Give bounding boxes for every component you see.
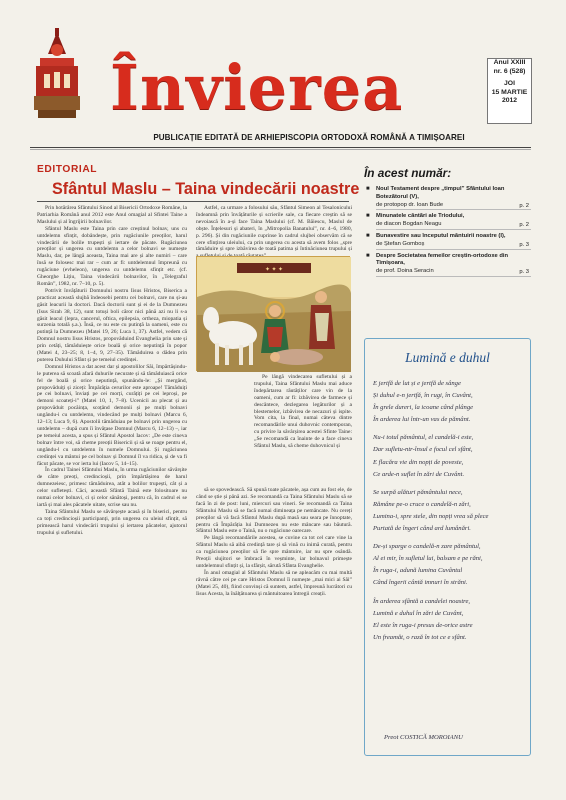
toc-item[interactable] (364, 233, 531, 250)
poem-line: Se surpă alături pământului nece, (373, 488, 463, 496)
poem-line: În arderea lui într-un vas de pământ. (373, 416, 471, 424)
poem-stanza (373, 432, 523, 480)
toc-item-author: de protopop dr. Ioan Bude (376, 202, 531, 211)
toc-title: În acest număr: (364, 166, 452, 180)
poem-line: În grele dureri, la icoane când plânge (373, 404, 474, 412)
paragraph: Prin hotărârea Sfântului Sinod al Bisericii Ortodoxe Române, la Patriarhia Română anul 2012 este Anul omagial al Sfintei Taine a Maslului și al îngrijirii bolnavilor. (37, 205, 187, 225)
poem-line: Nu-i totul pământul, el candelă-i este, (373, 434, 474, 442)
table-of-contents (364, 186, 531, 280)
healing-icon-illustration (197, 257, 351, 372)
paragraph: Taina Sfântului Maslu se săvârșește acasă și în biserici, pentru ca toți credincioșii participanți, prin ungerea cu uleiul sfințit, să primească harul vindecării trupului și iertarea păcatelor, ajutorul trupului și sufletului. (37, 508, 187, 536)
article-column-2-narrow (254, 374, 352, 478)
toc-item-author: de prof. Doina Seracin (376, 268, 531, 277)
paragraph: Potrivit învățăturii Domnului nostru Iisus Hristos, Biserica a practicat această slujbă îndeosebi pentru cei bolnavi, care nu și-au găsit leacurii la doctori. Dacă doctorii sunt și ei de la Dumnezeu (Isus Sirah 38, 12), sunt totuși boli căror nici până azi nu li s-a găsit leacul (lepra, cancerul, oftica, epilepsia, ortheza, miopatia și surzenia totală ș.a.). Însă, ce nu este cu putință la oameni, este cu putință la Dumnezeu (Matei 19, 26; Luca 1, 37). Astfel, vedem că Domnul nostru Iisus Hristos, propovăduind Evanghelia prin sate și prin cetăți, tămăduiește orice boală și orice neputință în popor (Matei 4, 23–25; 8, 1–4, 9, 27–35). Tămăduirea o dădea prin puterea Duhului Sfânt și pe temeiul credinței. (37, 287, 187, 363)
toc-item-author: de diacon Bogdan Neagu (376, 221, 531, 230)
poem-line: E flacăra vie din nopți de poveste, (373, 458, 464, 466)
toc-item-page: p. 2 (519, 222, 529, 229)
bullet-icon: ■ (366, 213, 370, 220)
article-column-1 (37, 205, 187, 758)
section-label: EDITORIAL (37, 164, 98, 175)
poem-line: Și duhul e-n jertfă, în rugi, în Cuvânt, (373, 392, 473, 400)
poem-body (373, 378, 523, 650)
poem-line: Lumina-i, spre stele, din nopți vrea să plece (373, 512, 489, 520)
paragraph: Astfel, ca urmare a folosului său, Sfântul Simeon al Tesalonicului îndeamnă prin învățăturile și scrierile sale, ca fiecare creștin să se nevoiască în a-și face Taina Maslului (cf. M. Băiescu, Maslul de obște. Înțelesuri și abateri, în „Mitropolia Banatului”, nr. 4–6, 1980, p. 296). Și din rugăciunile cuprinse în cadrul slujbei observăm că se cere sfințirea uleiului, ca prin ungerea cu acesta să avem folos „spre tămăduire și spre izbăvirea de toată patima și întinăciunea trupului și (196, 205, 352, 253)
poem-line: Purtată de îngeri când ard lumânări. (373, 525, 471, 533)
toc-item[interactable] (364, 186, 531, 210)
poem-line: Lumină e duhul în zări de Cuvânt, (373, 609, 464, 617)
poem-stanza (373, 487, 523, 535)
article-title: Sfântul Maslu – Taina vindecării noastre (52, 180, 360, 198)
issue-year: Anul XXIII (493, 59, 526, 66)
poem-line: Când îngerii cântă imnuri în străni. (373, 579, 468, 587)
bullet-icon: ■ (366, 252, 370, 259)
svg-text:✦ ✦ ✦: ✦ ✦ ✦ (264, 267, 284, 273)
poem-line: În ruga-i, adună lumina Cuvântul (373, 567, 463, 575)
poem-author: Preot COSTICĂ MOROIANU (384, 734, 463, 741)
toc-item-page: p. 2 (519, 202, 529, 209)
masthead-title: Învierea (110, 51, 404, 124)
poem-line: E jertfă de lut și e jertfă de sânge (373, 380, 461, 387)
poem-line: În arderea sfântă a candelei noastre, (373, 597, 471, 605)
toc-item-page: p. 3 (519, 269, 529, 276)
toc-item-title: Noul Testament despre „timpul” Sfântului Ioan Botezătorul (V), (376, 186, 505, 200)
title-divider (37, 201, 349, 202)
article-column-2-lead (196, 205, 352, 255)
paragraph: În cadrul Tainei Sfântului Maslu, în urma rugăciunilor săvârșite de către preoți, credincioșii, prin împărtășirea de harul dumnezeiesc, primesc tămăduirea, atât a bolilor trupești, cât și a celor sufletești. Căci, această Sfântă Taină este folositoare nu numai celor bolnavi, ci și celor sănătoși, pentru că, în cadrul ei se iartă și mai ales păcatele uitate, scrise sau nu. (37, 467, 187, 508)
issue-number: nr. 6 (528) (493, 67, 526, 75)
icon-illustration-image (196, 256, 350, 371)
header-divider-secondary (30, 149, 531, 150)
paragraph: să se spovedească. Să spună toate păcatele, așa cum au fost ele, de când se știe și până azi. Se recomandă ca Taina Sfântului Maslu să se facă în zi de post: luni, miercuri sau vineri. Se recomandă ca Taina Sfântului Maslu să se facă numai dimineața pe nemâncate. Nu cereți preoților să vă facă Sfântul Maslu după masă sau seara pe înnoptate, pentru că Împărăția lui Dumnezeu nu este mâncare sau băutură. Sfântul Maslu este o Taină, nu o rugăciune oarecare. (196, 487, 352, 535)
toc-item-author: de Ștefan Gomboș (376, 241, 531, 250)
issue-date: 15 MARTIE (491, 88, 528, 96)
toc-item-title: Minunatele cântări ale Triodului, (376, 213, 465, 220)
article-column-2 (196, 487, 352, 757)
poem-line: Dar sufletu-ntr-însul e focul cel sfânt, (373, 446, 473, 454)
issue-day: JOI (504, 80, 515, 88)
poem-line: Al ei mir, în sufletul lui, balsam e pe răni, (373, 555, 483, 563)
poem-stanza (373, 596, 523, 644)
toc-item-title: Bunavestire sau începutul mântuirii noastre (I), (376, 232, 506, 239)
toc-item[interactable] (364, 213, 531, 230)
toc-item[interactable] (364, 253, 531, 277)
issue-year-number: 2012 (501, 97, 518, 105)
header-divider (30, 147, 531, 148)
bullet-icon: ■ (366, 186, 370, 192)
toc-item-title: Despre Societatea femeilor creștin-ortodoxe din Timișoara, (376, 252, 509, 267)
paragraph: Sfântul Maslu este Taina prin care creștinul bolnav, uns cu untdelemn sfințit, dobândește, prin rugăciunile preoților, harul vindecării de bolile trupești și iertare de păcate. Rugăciunea preoților și ungerea cu untdelemn a celor bolnavi se numește Maslu, dar, pe lângă aceasta, Taina mai are și alte numiri – care însă se folosesc mai rar – cum ar fi: untdelemnul împreună cu rugăciune (evheleon), ungerea cu untdelemn sfințit etc. (cf. Gheorghe Lițiu, Taina vindecării bolnavilor, în „Telegraful Român”, 1982, nr. 7–10, p. 5). (37, 225, 187, 287)
poem-title: Lumină e duhul (405, 350, 490, 365)
poem-stanza (373, 378, 523, 426)
poem-line: Rămâne pe-o cruce o candelă-n zări, (373, 500, 471, 508)
poem-line: El este în ruga-i presus de-orice astre (373, 621, 473, 629)
paragraph: Pe lângă recomandările acestea, se cuvine ca tot cel care vine la Sfântul Maslu să aibă credință tare și să vină cu inimă curată, pentru ca rugăciunea preoților să fie spre mântuire, iar nu spre osândă. Preoții slujitori se îmbracă în veșminte, iar bolnavul primește untdelemnul sfințit și, la sfârșit, sărută Sfânta Evanghelie. (196, 535, 352, 569)
paragraph: Domnul Hristos a dat acest dar și apostolilor Săi, împărtășindu-le puterea să scoată afară duhurile necurate și să tămăduiască orice fel de boală și orice neputință, spunându-le: „Și mergând, propovăduiți și ziceți: Împărăția cerurilor este aproape! Tămăduiți pe cei bolnavi, înviați pe cei morți, curățiți pe cei leproși, pe demoni scoateți-i” (Matei 10, 1, 7–8). Ucenicii au plecat și au propovăduit pocăința, scoțând demonii și pe mulți bolnavi ungându-i cu untdelemn, vindecând pe mulți bolnavi (Marcu 6, 12–13; Luca 9, 6). Apostolii tămăduiau pe bolnavi prin ungerea cu untdelemn – după cum îi învățase Domnul (Marcu 6, 12–13) –, iar pe temeiul acesta, a spus și Sfântul Apostol Iacov: „De este cineva bolnav între voi, să cheme preoții Bisericii și să se roage pentru el, ungându-l cu untdelemn în numele Domnului. Și rugăciunea credinței va mântui pe cel bolnav și Domnul îl va ridica, și de va fi făcut păcate, se vor ierta lui (Iacov 5, 14–15). (37, 363, 187, 467)
poem-line: Ce arde-n suflet în zări de Cuvânt. (373, 470, 465, 478)
paragraph: Pe lângă vindecarea sufletului și a trupului, Taina Sfântului Maslu mai aduce îndepărtarea răutăților care vin de la oameni, cum ar fi: izbăvirea de farmece și descântece, dezlegarea legăturilor și a blestemelor, izbăvirea de necazuri și ispite. Vom cita, la final, numai câteva dintre recomandările unui duhovnic contemporan, cu privire la săvârșirea acestei Sfinte Taine: „Se recomandă ca înainte de a face cineva Sfântul Maslu, să cheme duhovnicul și (254, 374, 352, 450)
cathedral-crest-icon (34, 28, 80, 122)
poem-stanza (373, 541, 523, 589)
issue-info-box (487, 58, 532, 124)
poem-line: De-și sparge o candelă-n zare pământul, (373, 543, 481, 551)
publication-subtitle: PUBLICAȚIE EDITATĂ DE ARHIEPISCOPIA ORTODOXĂ ROMÂNĂ A TIMIȘOAREI (153, 133, 465, 142)
paragraph: În anul omagial al Sfântului Maslu să ne apleacăm cu mai multă râvnă către cei pe care Hristos Domnul îi numește „mai mici ai Săi” (Matei 25, 40), fiind convinși că suntem, astfel, împreună lucrători cu Iisus Acesta, la înălțătoarea și mântuitoarea întregii creații. (196, 569, 352, 597)
bullet-icon: ■ (366, 232, 370, 239)
poem-line: Un freamăt, o rază în tot ce e sfânt. (373, 633, 467, 641)
toc-item-page: p. 3 (519, 241, 529, 248)
